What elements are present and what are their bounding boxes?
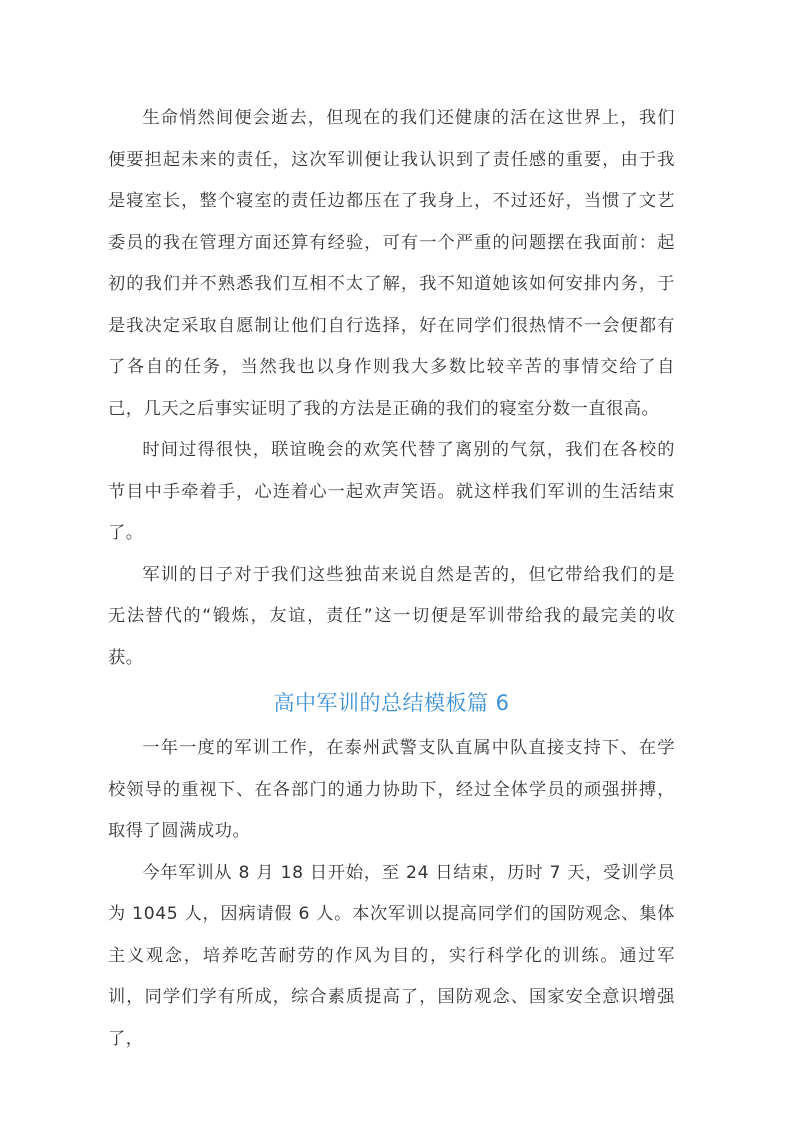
paragraph-responsibility: 生命悄然间便会逝去，但现在的我们还健康的活在这世界上，我们便要担起未来的责任，这次军训便让我认识到了责任感的重要，由于我是寝室长，整个寝室的责任边都压在了我身上，不过还好，当惯了文艺委员的我在管理方面还算有经验，可有一个严重的问题摆在我面前：起初的我们并不熟悉我们互相不太了解，我不知道她该如何安排内务，于是我决定采取自愿制让他们自行选择，好在同学们很热情不一会便都有了各自的任务，当然我也以身作则我大多数比较辛苦的事情交给了自己，几天之后事实证明了我的方法是正确的我们的寝室分数一直很高。 — [108, 108, 675, 419]
paragraph-training-details: 今年军训从 8 月 18 日开始，至 24 日结束，历时 7 天，受训学员为 1045 人，因病请假 6 人。本次军训以提高同学们的国防观念、集体主义观念，培养吃苦耐劳的作风为目的，实行科学化的训练。通过军训，同学们学有所成，综合素质提高了，国防观念、国家安全意识增强了， — [108, 862, 675, 1049]
document-body — [108, 98, 675, 1060]
paragraph-training-success: 一年一度的军训工作，在泰州武警支队直属中队直接支持下、在学校领导的重视下、在各部门的通力协助下，经过全体学员的顽强拼搏，取得了圆满成功。 — [108, 738, 675, 841]
paragraph-farewell-party: 时间过得很快，联谊晚会的欢笑代替了离别的气氛，我们在各校的节目中手牵着手，心连着心一起欢声笑语。就这样我们军训的生活结束了。 — [108, 440, 675, 543]
section-heading: 高中军训的总结模板篇 6 — [273, 691, 510, 715]
paragraph-conclusion: 军训的日子对于我们这些独苗来说自然是苦的，但它带给我们的是无法替代的“锻炼，友谊，责任”这一切便是军训带给我的最完美的收获。 — [108, 564, 675, 668]
